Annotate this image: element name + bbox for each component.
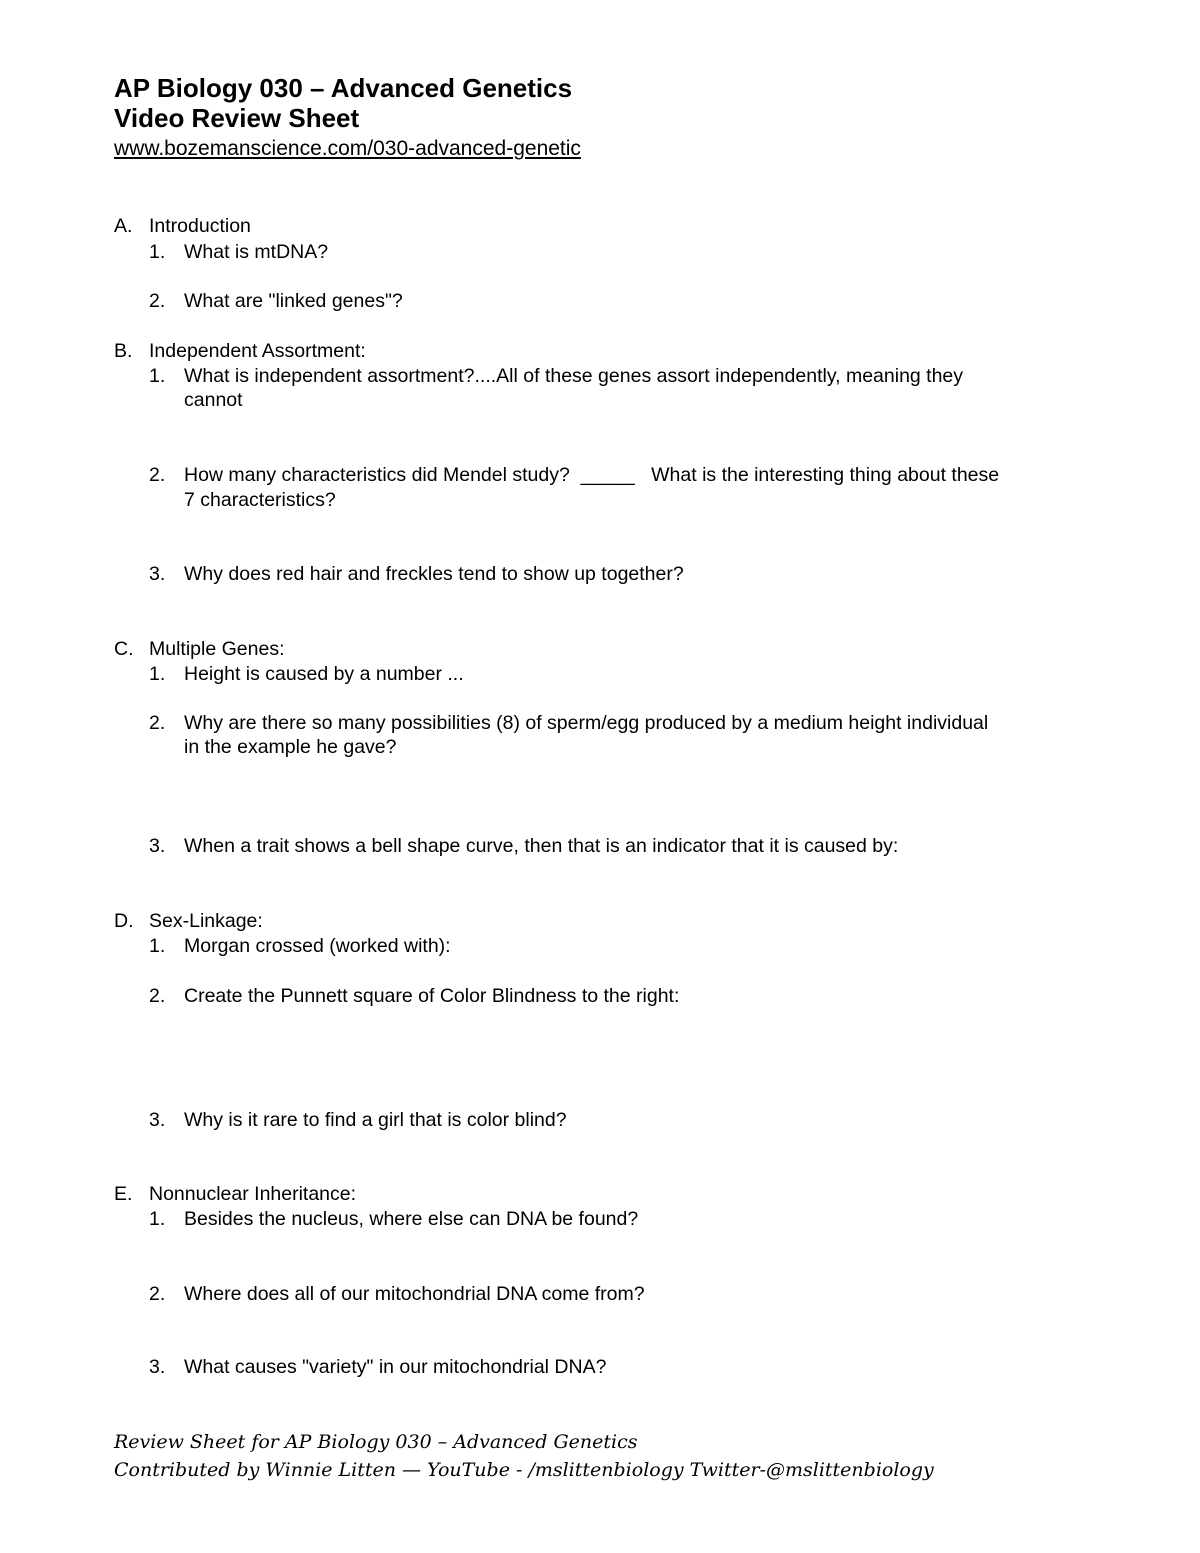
question-c2-number: 2. bbox=[149, 712, 166, 734]
question-d1-number: 1. bbox=[149, 935, 166, 957]
question-a1-number: 1. bbox=[149, 241, 166, 263]
question-c2-text-line2: in the example he gave? bbox=[184, 736, 397, 758]
question-a2-text: What are "linked genes"? bbox=[184, 290, 403, 312]
question-d3-number: 3. bbox=[149, 1109, 166, 1131]
section-e-letter: E. bbox=[114, 1183, 133, 1205]
footer-review-sheet-label: Review Sheet for AP Biology 030 – Advanced Genetics bbox=[114, 1431, 638, 1453]
question-d2-number: 2. bbox=[149, 985, 166, 1007]
bozemanscience-link[interactable]: www.bozemanscience.com/030-advanced-genetic bbox=[114, 137, 581, 160]
question-c1-number: 1. bbox=[149, 663, 166, 685]
question-b2-text-line2: 7 characteristics? bbox=[184, 489, 336, 511]
question-e2-number: 2. bbox=[149, 1283, 166, 1305]
section-c-heading: Multiple Genes: bbox=[149, 638, 285, 660]
question-b2-number: 2. bbox=[149, 464, 166, 486]
question-c3-text: When a trait shows a bell shape curve, then that is an indicator that it is caused by: bbox=[184, 835, 899, 857]
question-c3-number: 3. bbox=[149, 835, 166, 857]
question-b1-text-line1: What is independent assortment?....All of these genes assort independently, meaning they bbox=[184, 365, 964, 387]
question-e1-number: 1. bbox=[149, 1208, 166, 1230]
question-b2-text-line1: How many characteristics did Mendel study? _____ What is the interesting thing about these bbox=[184, 464, 1000, 486]
question-c1-text: Height is caused by a number ... bbox=[184, 663, 464, 685]
section-a-letter: A. bbox=[114, 215, 133, 237]
section-a-heading: Introduction bbox=[149, 215, 251, 237]
question-a1-text: What is mtDNA? bbox=[184, 241, 329, 263]
question-a2-number: 2. bbox=[149, 290, 166, 312]
question-d3-text: Why is it rare to find a girl that is color blind? bbox=[184, 1109, 567, 1131]
question-b1-text-line2: cannot bbox=[184, 389, 243, 411]
question-e2-text: Where does all of our mitochondrial DNA come from? bbox=[184, 1283, 645, 1305]
question-e1-text: Besides the nucleus, where else can DNA be found? bbox=[184, 1208, 639, 1230]
section-d-heading: Sex-Linkage: bbox=[149, 910, 263, 932]
question-b3-text: Why does red hair and freckles tend to show up together? bbox=[184, 563, 684, 585]
question-e3-number: 3. bbox=[149, 1356, 166, 1378]
section-b-letter: B. bbox=[114, 340, 133, 362]
question-b1-number: 1. bbox=[149, 365, 166, 387]
question-c2-text-line1: Why are there so many possibilities (8) of sperm/egg produced by a medium height individual bbox=[184, 712, 989, 734]
question-d2-text: Create the Punnett square of Color Blindness to the right: bbox=[184, 985, 680, 1007]
footer-contributor-credit: Contributed by Winnie Litten — YouTube - /mslittenbiology Twitter-@mslittenbiology bbox=[114, 1459, 934, 1481]
document-subtitle: Video Review Sheet bbox=[114, 103, 360, 133]
section-c-letter: C. bbox=[114, 638, 134, 660]
question-e3-text: What causes "variety" in our mitochondrial DNA? bbox=[184, 1356, 607, 1378]
document-title: AP Biology 030 – Advanced Genetics bbox=[114, 73, 573, 103]
question-d1-text: Morgan crossed (worked with): bbox=[184, 935, 451, 957]
section-b-heading: Independent Assortment: bbox=[149, 340, 366, 362]
section-d-letter: D. bbox=[114, 910, 134, 932]
section-e-heading: Nonnuclear Inheritance: bbox=[149, 1183, 357, 1205]
question-b3-number: 3. bbox=[149, 563, 166, 585]
